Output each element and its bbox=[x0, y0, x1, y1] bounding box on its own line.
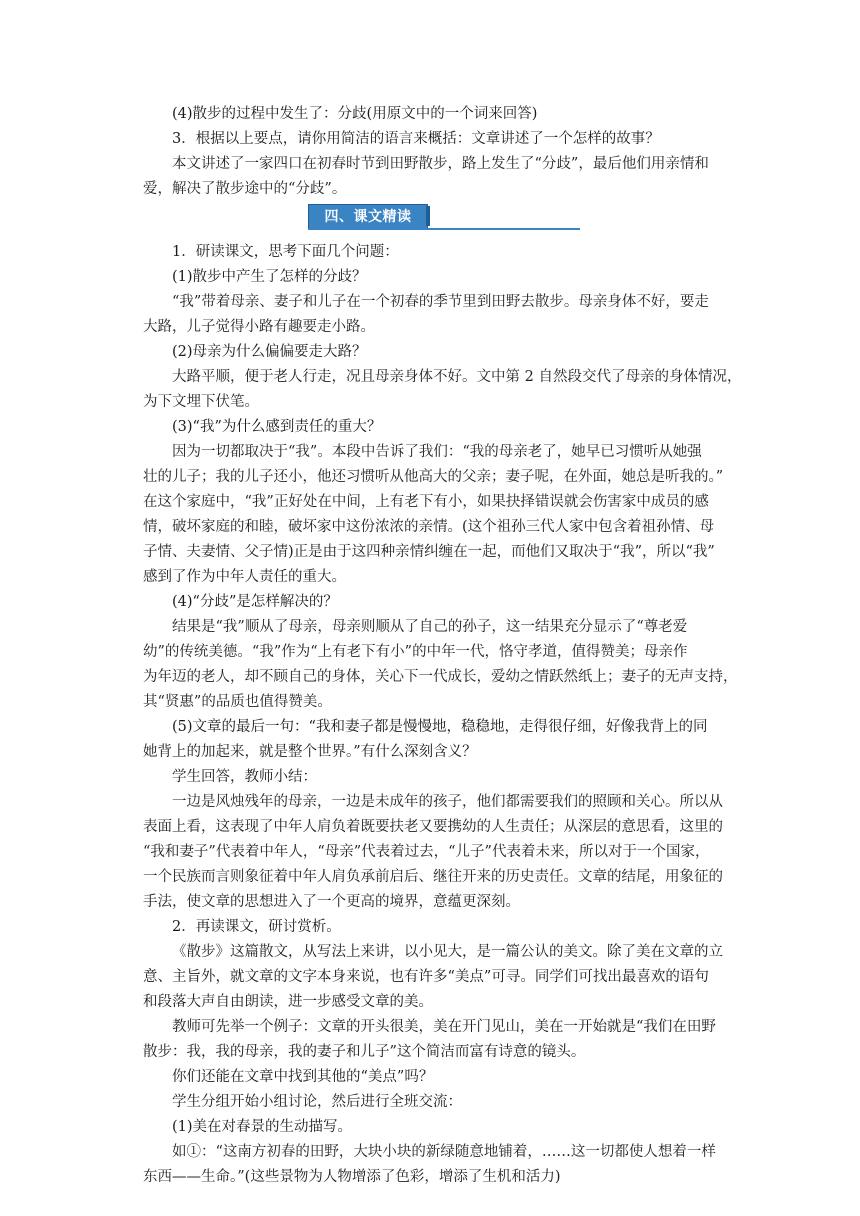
text-line: 1．研读课文，思考下面几个问题： bbox=[172, 244, 399, 260]
text-line: (1)散步中产生了怎样的分歧？ bbox=[172, 269, 367, 285]
text-line: 意、主旨外，就文章的文字本身来说，也有许多“美点”可寻。同学们可找出最喜欢的语句 bbox=[143, 969, 709, 985]
text-line: 本文讲述了一家四口在初春时节到田野散步，路上发生了“分歧”，最后他们用亲情和 bbox=[172, 156, 709, 172]
text-line: (2)母亲为什么偏偏要走大路？ bbox=[172, 344, 367, 360]
section-heading-rule bbox=[308, 228, 580, 230]
text-line: (4)散步的过程中发生了：分歧(用原文中的一个词来回答) bbox=[172, 106, 538, 122]
text-line: 子情、夫妻情、父子情)正是由于这四种亲情纠缠在一起，而他们又取决于“我”，所以“我” bbox=[143, 544, 715, 560]
text-line: 2．再读课文，研讨赏析。 bbox=[172, 919, 341, 935]
text-line: 手法，使文章的思想进入了一个更高的境界，意蕴更深刻。 bbox=[143, 894, 520, 910]
text-line: 散步：我，我的母亲，我的妻子和儿子”这个简洁而富有诗意的镜头。 bbox=[143, 1044, 586, 1060]
section-heading-box bbox=[308, 204, 428, 230]
text-line: 表面上看，这表现了中年人肩负着既要扶老又要携幼的人生责任；从深层的意思看，这里的 bbox=[143, 819, 723, 835]
text-line: 一边是风烛残年的母亲，一边是未成年的孩子，他们都需要我们的照顾和关心。所以从 bbox=[172, 794, 723, 810]
text-line: (5)文章的最后一句：“我和妻子都是慢慢地，稳稳地，走得很仔细，好像我背上的同 bbox=[172, 719, 708, 735]
text-line: (1)美在对春景的生动描写。 bbox=[172, 1119, 353, 1135]
text-line: 大路，儿子觉得小路有趣要走小路。 bbox=[143, 319, 375, 335]
text-line: 如①：“这南方初春的田野，大块小块的新绿随意地铺着，……这一切都使人想着一样 bbox=[172, 1144, 716, 1160]
text-line: 为年迈的老人，却不顾自己的身体，关心下一代成长，爱幼之情跃然纸上；妻子的无声支持， bbox=[143, 669, 738, 685]
question-4-answer bbox=[143, 102, 733, 202]
text-line: 为下文埋下伏笔。 bbox=[143, 394, 259, 410]
text-line: 感到了作为中年人责任的重大。 bbox=[143, 569, 346, 585]
text-line: 一个民族而言则象征着中年人肩负承前启后、继往开来的历史责任。文章的结尾，用象征的 bbox=[143, 869, 723, 885]
text-line: 大路平顺，便于老人行走，况且母亲身体不好。文中第 2 自然段交代了母亲的身体情况， bbox=[172, 369, 742, 385]
text-line: 爱，解决了散步途中的“分歧”。 bbox=[143, 181, 347, 197]
text-line: 壮的儿子；我的儿子还小，他还习惯听从他高大的父亲；妻子呢，在外面，她总是听我的。” bbox=[143, 469, 724, 485]
close-reading-section bbox=[143, 240, 742, 1190]
text-line: 其“贤惠”的品质也值得赞美。 bbox=[143, 694, 332, 710]
text-line: 因为一切都取决于“我”。本段中告诉了我们：“我的母亲老了，她早已习惯听从她强 bbox=[172, 444, 702, 460]
text-line: 幼”的传统美德。“我”作为“上有老下有小”的中年一代，恪守孝道，值得赞美；母亲作 bbox=[143, 644, 688, 660]
text-line: 学生分组开始小组讨论，然后进行全班交流： bbox=[172, 1094, 462, 1110]
text-line: 《散步》这篇散文，从写法上来讲，以小见大，是一篇公认的美文。除了美在文章的立 bbox=[172, 944, 723, 960]
text-line: 东西——生命。”(这些景物为人物增添了色彩，增添了生机和活力) bbox=[143, 1169, 561, 1185]
section-heading bbox=[308, 204, 580, 230]
text-line: 学生回答，教师小结： bbox=[172, 769, 317, 785]
text-line: 你们还能在文章中找到其他的“美点”吗？ bbox=[172, 1069, 434, 1085]
text-line: 在这个家庭中，“我”正好处在中间，上有老下有小，如果抉择错误就会伤害家中成员的感 bbox=[143, 494, 709, 510]
text-line: 和段落大声自由朗读，进一步感受文章的美。 bbox=[143, 994, 433, 1010]
text-line: “我和妻子”代表着中年人，“母亲”代表着过去，“儿子”代表着未来，所以对于一个国家， bbox=[143, 844, 710, 860]
text-line: 情，破坏家庭的和睦，破坏家中这份浓浓的亲情。(这个祖孙三代人家中包含着祖孙情、母 bbox=[143, 519, 715, 535]
text-line: 结果是“我”顺从了母亲，母亲则顺从了自己的孙子，这一结果充分显示了“尊老爱 bbox=[172, 619, 688, 635]
text-line: 她背上的加起来，就是整个世界。”有什么深刻含义？ bbox=[143, 744, 477, 760]
text-line: 教师可先举一个例子：文章的开头很美，美在开门见山，美在一开始就是“我们在田野 bbox=[172, 1019, 716, 1035]
section-heading-mark bbox=[426, 206, 430, 226]
section-heading-label: 四、课文精读 bbox=[324, 209, 412, 225]
text-line: (4)“分歧”是怎样解决的？ bbox=[172, 594, 338, 610]
text-line: “我”带着母亲、妻子和儿子在一个初春的季节里到田野去散步。母亲身体不好，要走 bbox=[172, 294, 709, 310]
text-line: 3．根据以上要点，请你用简洁的语言来概括：文章讲述了一个怎样的故事？ bbox=[172, 131, 660, 147]
text-line: (3)“我”为什么感到责任的重大？ bbox=[172, 419, 382, 435]
